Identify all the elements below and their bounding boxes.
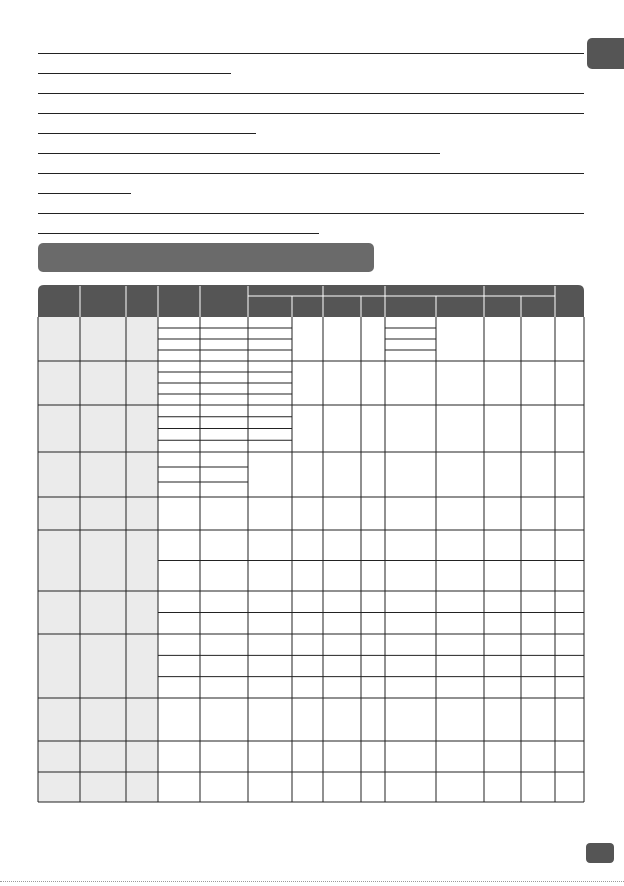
table-header [38,285,584,317]
first-columns-shading [38,317,158,802]
page-number-tab [586,843,614,863]
footer-dotted-line [0,881,624,882]
